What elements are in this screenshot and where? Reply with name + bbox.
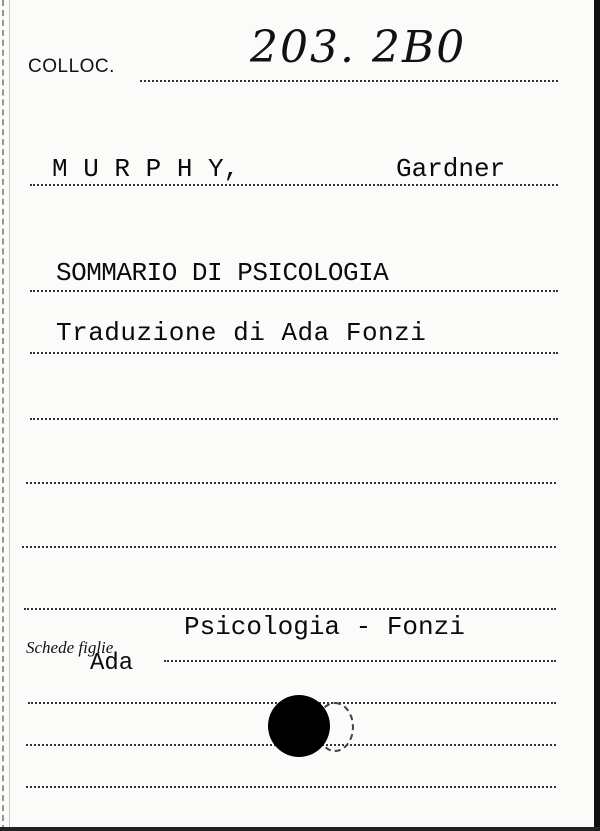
blank-rule (30, 418, 558, 420)
schede-figlie-label: Schede figlie (26, 638, 114, 657)
blank-rule (26, 482, 556, 484)
subject-entry-cont: Ada (90, 650, 134, 677)
author-rule-right (384, 184, 558, 186)
author-rule-left (30, 184, 382, 186)
colloc-rule (140, 80, 558, 82)
blank-rule (22, 546, 556, 548)
punch-hole (268, 695, 330, 757)
author-surname: M U R P H Y, (52, 154, 240, 184)
title-rule (30, 290, 558, 292)
colloc-label: COLLOC. (28, 56, 115, 77)
author-given: Gardner (396, 154, 506, 184)
translation-note: Traduzione di Ada Fonzi (56, 318, 427, 348)
schede-rule (164, 660, 556, 662)
subject-entry: Psicologia - Fonzi (184, 612, 465, 642)
blank-rule (24, 608, 556, 610)
blank-rule (26, 786, 556, 788)
card-left-edge-inner (9, 0, 10, 831)
translation-rule (30, 352, 558, 354)
card-right-edge (594, 0, 600, 831)
card-left-edge (2, 0, 6, 831)
call-number: 203. 2B0 (250, 22, 467, 73)
book-title: SOMMARIO DI PSICOLOGIA (56, 258, 389, 288)
card-bottom-edge (0, 827, 600, 831)
